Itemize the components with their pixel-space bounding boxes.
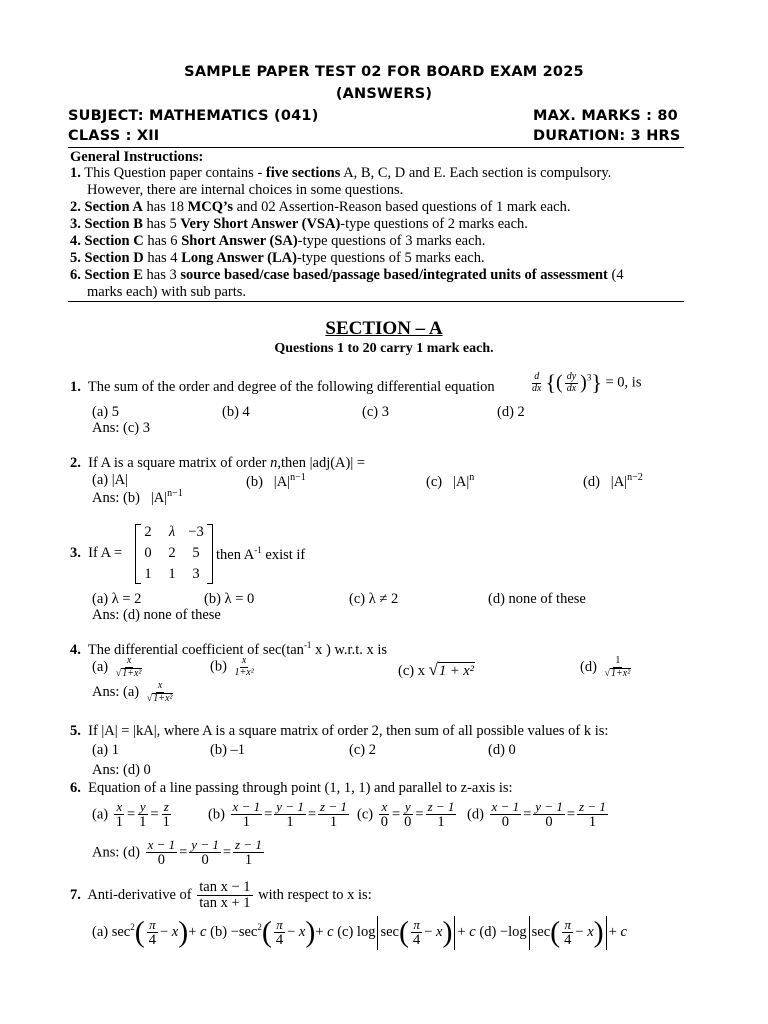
option-label: (d) xyxy=(583,473,600,490)
option-label: (b) xyxy=(246,473,263,490)
instruction-emphasis: Section D xyxy=(84,250,144,266)
instruction-emphasis: Section B xyxy=(84,216,143,232)
q3-option-a: (a) λ = 2 xyxy=(92,591,142,607)
instructions-heading: General Instructions: xyxy=(70,149,204,165)
q4-option-b xyxy=(210,656,258,678)
instruction-text: and 02 Assertion-Reason based questions of 1 mark each. xyxy=(233,199,571,215)
question-2 xyxy=(70,455,365,472)
instruction-emphasis: five sections xyxy=(265,165,341,181)
instruction-text: This Question paper contains - xyxy=(84,165,266,181)
instruction-text: has 6 xyxy=(143,233,182,249)
section-subtitle: Questions 1 to 20 carry 1 mark each. xyxy=(274,341,494,356)
instruction-6 xyxy=(70,267,624,284)
q7-options xyxy=(92,916,627,950)
q3-tail xyxy=(216,545,305,564)
instruction-num: 5. xyxy=(70,250,81,266)
question-5 xyxy=(70,723,608,740)
instruction-text: A, B, C, D and E. Each section is compulsory. xyxy=(340,165,612,181)
fraction-denominator: 1+x² xyxy=(611,667,631,679)
q3-matrix xyxy=(135,524,213,584)
q2-answer xyxy=(92,488,183,507)
q1-equation: $\frac{d}{dx}$ {( $\frac{dy}{dx}$ )$^3$} = 0, is xyxy=(532,370,642,395)
instruction-emphasis: Long Answer (LA) xyxy=(181,250,297,266)
q3-option-d: (d) none of these xyxy=(488,591,586,607)
q7-option-b: $(b) -\sec^2$( $\frac{\pi}{4}$ − x)+ c xyxy=(210,916,334,949)
instruction-emphasis: Short Answer (SA) xyxy=(181,233,298,249)
question-text: The differential coefficient of sec(tan xyxy=(87,641,304,658)
option-expr: |A| xyxy=(273,473,291,490)
instruction-emphasis: Section E xyxy=(84,267,143,283)
fraction-numerator: tan x − 1 xyxy=(199,879,251,895)
option-label: (b) xyxy=(210,658,227,675)
answer-exponent: n−1 xyxy=(167,488,183,499)
q7-option-c: (c) log sec( $\frac{\pi}{4}$ − x) + c xyxy=(337,916,476,949)
q2-option-a: (a) |A| xyxy=(92,472,128,488)
question-1 xyxy=(70,379,495,396)
instruction-text: has 5 xyxy=(142,216,181,232)
q6-option-a: (a) $\frac{x}{1}$ = $\frac{y}{1}$ = $\frac{z}{1}$ xyxy=(92,799,170,830)
question-7 xyxy=(70,880,372,911)
option-label: (d) xyxy=(467,806,484,823)
section-title: SECTION – A xyxy=(325,318,443,339)
option-label: (a) xyxy=(92,806,109,823)
question-text: If A = xyxy=(88,545,123,561)
instruction-1-cont: However, there are internal choices in some questions. xyxy=(87,182,404,198)
q5-option-d: (d) 0 xyxy=(488,742,516,758)
question-text: If |A| = |kA|, where A is a square matrix of order 2, then sum of all possible values of k is: xyxy=(88,723,609,739)
matrix-cell: 1 xyxy=(144,566,152,582)
fraction-numerator: 1 xyxy=(615,655,621,666)
question-3 xyxy=(70,545,122,562)
answer-label: Ans: (a) xyxy=(92,683,140,700)
instruction-num: 2. xyxy=(70,199,81,215)
question-6 xyxy=(70,780,513,797)
option-label: (c) x xyxy=(398,663,425,679)
option-exponent: n−1 xyxy=(290,472,306,483)
question-text: The sum of the order and degree of the following differential equation xyxy=(87,379,495,395)
question-text: exist if xyxy=(261,546,306,563)
q2-option-b xyxy=(246,472,306,491)
inverse-exponent: -1 xyxy=(254,545,262,555)
option-label: (b) xyxy=(208,806,225,823)
q3-option-b: (b) λ = 0 xyxy=(204,591,255,607)
question-text: Anti-derivative of xyxy=(87,887,192,904)
q2-option-c xyxy=(426,472,474,491)
instruction-text: -type questions of 2 marks each. xyxy=(340,216,528,232)
subject-label: SUBJECT: MATHEMATICS (041) xyxy=(68,108,319,124)
fraction-numerator: x xyxy=(157,680,163,691)
q3-option-c: (c) λ ≠ 2 xyxy=(349,591,399,607)
answer-label: Ans: (d) xyxy=(92,844,140,861)
question-number: 1. xyxy=(70,379,81,395)
option-label: (c) xyxy=(357,806,374,823)
instruction-num: 3. xyxy=(70,216,81,232)
option-expr: |A| xyxy=(610,473,628,490)
paper-title: SAMPLE PAPER TEST 02 FOR BOARD EXAM 2025 xyxy=(184,64,584,80)
option-label: (c) xyxy=(426,473,443,490)
instruction-emphasis: Section C xyxy=(84,233,144,249)
instruction-text: has 3 xyxy=(142,267,181,283)
q7-option-a: (a) $\sec^2$( $\frac{\pi}{4}$ − x)+ c xyxy=(92,916,207,949)
fraction-denominator: 1+x² xyxy=(153,692,173,704)
q1-option-a: (a) 5 xyxy=(92,404,119,420)
q5-answer: Ans: (d) 0 xyxy=(92,762,151,778)
paper-subtitle: (ANSWERS) xyxy=(335,86,433,102)
instruction-3 xyxy=(70,216,528,233)
answer-expr: |A| xyxy=(150,489,168,506)
instruction-text: -type questions of 5 marks each. xyxy=(296,250,485,266)
instruction-text: has 18 xyxy=(142,199,188,215)
matrix-cell: 1 xyxy=(168,566,176,582)
order-symbol: n xyxy=(270,455,278,471)
option-label: (d) xyxy=(580,658,597,675)
instruction-num: 4. xyxy=(70,233,81,249)
q6-option-b: (b) $\frac{x - 1}{1}$ = $\frac{y - 1}{1}$ = $\frac{z - 1}{1}$ xyxy=(208,799,347,830)
q6-answer: Ans: (d) $\frac{x - 1}{0}$ = $\frac{y - 1}{0}$ = $\frac{z - 1}{1}$ xyxy=(92,837,262,868)
option-label: (c) log xyxy=(337,924,376,941)
option-label: (b) −sec xyxy=(210,924,258,941)
matrix-cell: 2 xyxy=(144,524,152,540)
q4-option-d: (d) $\frac{1}{\text{√1+x²}}$ xyxy=(580,655,631,679)
q4-option-c: (c) x √1 + x² xyxy=(398,660,475,679)
question-number: 2. xyxy=(70,455,81,471)
q1-option-d: (d) 2 xyxy=(497,404,525,420)
answer-label: Ans: (b) xyxy=(92,489,140,506)
inverse-exponent: -1 xyxy=(303,640,312,650)
instruction-2 xyxy=(70,199,570,216)
fraction-denominator: 1+x² xyxy=(122,667,142,679)
q3-answer: Ans: (d) none of these xyxy=(92,607,221,623)
fraction-denominator: 1+x² xyxy=(234,666,254,678)
instruction-4 xyxy=(70,233,485,250)
question-number: 4. xyxy=(70,641,81,658)
instruction-1 xyxy=(70,165,611,182)
q4-option-a: (a) $\frac{x}{\text{√1+x²}}$ xyxy=(92,655,142,679)
q5-option-c: (c) 2 xyxy=(349,742,376,758)
question-number: 7. xyxy=(70,887,81,904)
question-text: then A xyxy=(216,546,255,563)
q5-option-a: (a) 1 xyxy=(92,742,119,758)
instructions-divider xyxy=(68,301,684,302)
q1-option-c: (c) 3 xyxy=(362,404,389,420)
fraction-numerator: x xyxy=(126,655,132,666)
header-divider xyxy=(68,147,684,148)
question-number: 6. xyxy=(70,780,81,796)
instruction-emphasis: Section A xyxy=(84,199,143,215)
q6-option-c: (c) $\frac{x}{0}$ = $\frac{y}{0}$ = $\frac{z - 1}{1}$ xyxy=(357,799,455,830)
matrix-cell: −3 xyxy=(188,524,204,540)
fraction-numerator: x xyxy=(241,655,247,666)
question-text: If A is a square matrix of order xyxy=(88,455,267,471)
instruction-text: (4 xyxy=(607,267,624,283)
instruction-text: -type questions of 3 marks each. xyxy=(297,233,486,249)
q4-answer: Ans: (a) $\frac{x}{\text{√1+x²}}$ xyxy=(92,680,173,704)
instruction-emphasis: source based/case based/passage based/integrated units of assessment xyxy=(180,267,608,283)
option-expr: 1 + x² xyxy=(438,663,475,679)
matrix-cell: 5 xyxy=(192,545,200,561)
option-label: (d) −log xyxy=(479,924,527,941)
matrix-cell: 3 xyxy=(192,566,200,582)
instruction-emphasis: Very Short Answer (VSA) xyxy=(180,216,341,232)
q5-option-b: (b) –1 xyxy=(210,742,246,758)
option-expr: |A| xyxy=(452,473,470,490)
matrix-cell: 2 xyxy=(168,545,176,561)
max-marks-label: MAX. MARKS : 80 xyxy=(533,108,678,124)
class-label: CLASS : XII xyxy=(68,128,160,144)
option-label: (a) xyxy=(92,658,109,675)
option-exponent: n xyxy=(469,472,475,483)
matrix-cell: 0 xyxy=(144,545,152,561)
question-text: ,then |adj(A)| = xyxy=(277,455,366,471)
option-label: (a) sec xyxy=(92,924,131,941)
instruction-emphasis: MCQ’s xyxy=(187,199,233,215)
q2-option-d xyxy=(583,472,643,491)
duration-label: DURATION: 3 HRS xyxy=(533,128,681,144)
q1-option-b: (b) 4 xyxy=(222,404,250,420)
matrix-cell: λ xyxy=(168,524,176,540)
question-text: x ) w.r.t. x is xyxy=(311,641,388,658)
option-exponent: n−2 xyxy=(627,472,643,483)
question-number: 3. xyxy=(70,545,81,561)
instruction-text: has 4 xyxy=(143,250,182,266)
equation-tail: = 0, is xyxy=(605,374,642,391)
q1-answer: Ans: (c) 3 xyxy=(92,420,150,436)
q7-option-d: (d) −log sec( $\frac{\pi}{4}$ − x) + c xyxy=(479,916,627,949)
q6-option-d: (d) $\frac{x - 1}{0}$ = $\frac{y - 1}{0}$ = $\frac{z - 1}{1}$ xyxy=(467,799,606,830)
question-text: with respect to x is: xyxy=(258,887,372,904)
question-number: 5. xyxy=(70,723,81,739)
question-text: Equation of a line passing through point (1, 1, 1) and parallel to z-axis is: xyxy=(88,780,513,796)
instruction-num: 1. xyxy=(70,165,81,181)
fraction-denominator: tan x + 1 xyxy=(199,895,251,912)
instruction-5 xyxy=(70,250,485,267)
instruction-6-cont: marks each) with sub parts. xyxy=(87,284,247,300)
instruction-num: 6. xyxy=(70,267,81,283)
